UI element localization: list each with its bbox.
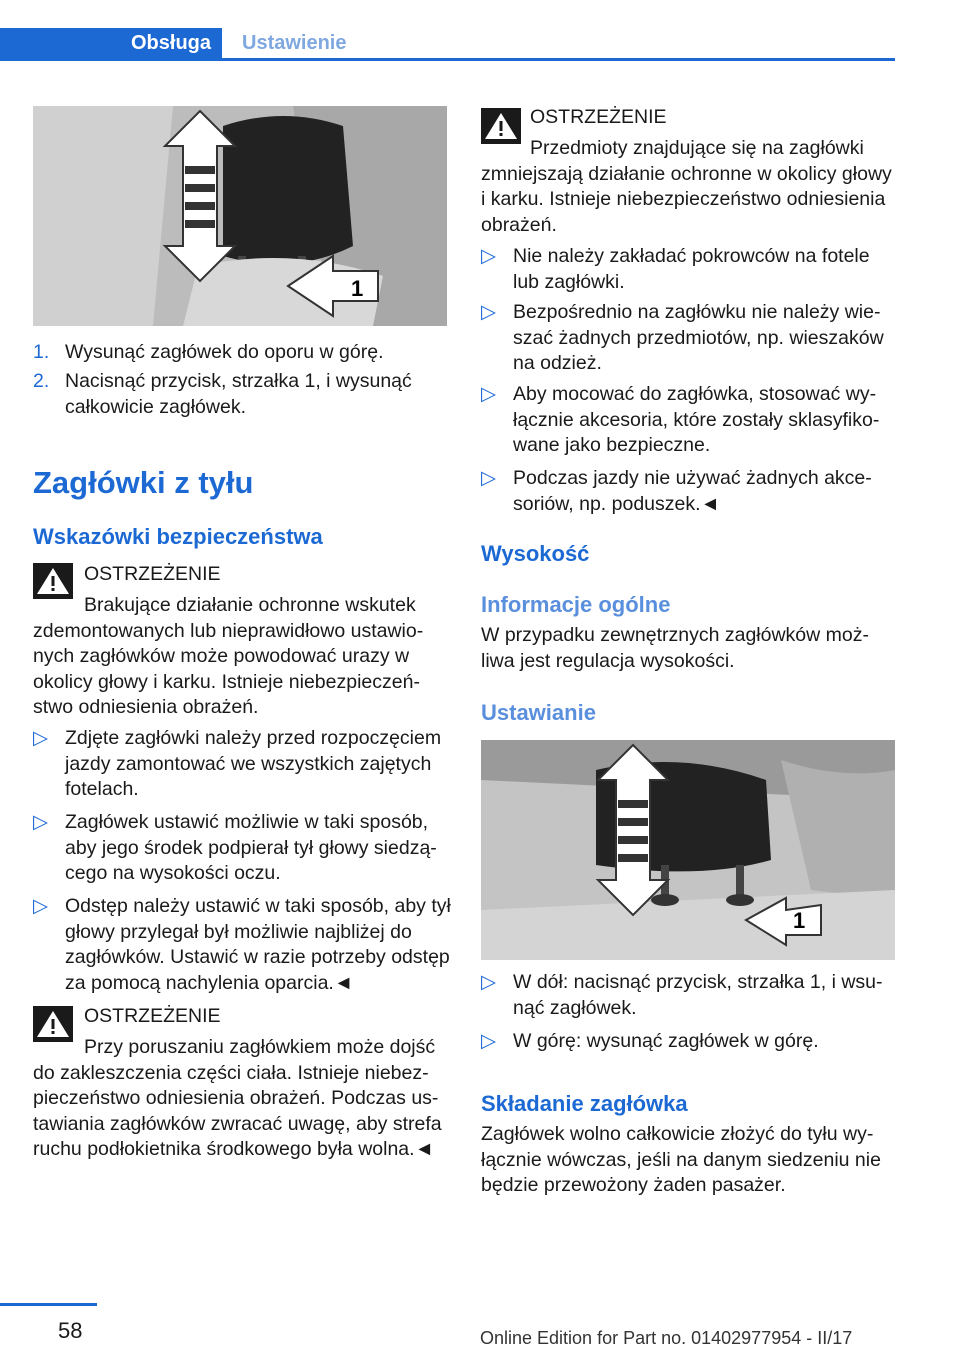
- triangle-bullet-icon: ▷: [33, 895, 48, 917]
- general-text: W przypadku zewnętrznych zagłówków możliwa jest regulacja wysokości.: [481, 624, 869, 672]
- warning-1-title: OSTRZEŻENIE: [84, 563, 221, 585]
- bullet-text: Zagłówek ustawić możliwie w taki sposób, aby jego środek podpierał tył głowy siedzącego na wysokości oczu.: [65, 811, 437, 884]
- figure-front-headrest: [33, 106, 447, 326]
- warning-2-text: [33, 1035, 453, 1163]
- tab-ustawienie[interactable]: Ustawienie: [242, 32, 347, 54]
- heading-general-info: Informacje ogólne: [481, 592, 671, 617]
- bullet-text: Nie należy zakładać pokrowców na fotele lub zagłówki.: [513, 245, 870, 293]
- warning-3-title: OSTRZEŻENIE: [530, 106, 667, 128]
- step-1-text: Wysunąć zagłówek do oporu w górę.: [65, 341, 384, 363]
- triangle-bullet-icon: ▷: [481, 971, 496, 993]
- heading-folding: Składanie zagłówka: [481, 1091, 688, 1116]
- bullet-text: Zdjęte zagłówki należy przed rozpoczęciem jazdy zamontować we wszystkich zajętych fotelach.: [65, 727, 442, 800]
- figure-rear-headrest: [481, 740, 895, 960]
- footer-rule: [0, 1303, 97, 1306]
- triangle-bullet-icon: ▷: [481, 467, 496, 489]
- fig1-arrow-label: 1: [351, 276, 364, 301]
- warning-3-text: [481, 136, 896, 238]
- triangle-bullet-icon: ▷: [33, 727, 48, 749]
- triangle-bullet-icon: ▷: [481, 245, 496, 267]
- bullet-text: Bezpośrednio na zagłówku nie należy wieszać żadnych przedmiotów, np. wieszaków na odzież.: [513, 301, 884, 374]
- heading-height: Wysokość: [481, 541, 590, 566]
- bullet-text: W górę: wysunąć zagłówek w górę.: [513, 1030, 819, 1052]
- triangle-bullet-icon: ▷: [33, 811, 48, 833]
- step-1-num: 1.: [33, 341, 50, 363]
- bullet-text: Aby mocować do zagłówka, stosować wyłącznie akcesoria, które zostały sklasyfikowane jako bezpieczne.: [513, 383, 880, 456]
- tab-obsluga-label: Obsługa: [130, 32, 211, 54]
- triangle-bullet-icon: ▷: [481, 383, 496, 405]
- heading-rear-headrests: Zagłówki z tyłu: [33, 465, 254, 500]
- warning-1-body: Brakujące działanie ochronne wskutek zdemontowanych lub nieprawidłowo ustawionych zagłówków może powodować urazy w okolicy głowy i karku. Istnieje niebezpieczeństwo odniesienia obrażeń.: [33, 594, 424, 718]
- step-2-text: Nacisnąć przycisk, strzałka 1, i wysunąć całkowicie zagłówek.: [65, 370, 412, 418]
- bullet-text: Odstęp należy ustawić w taki sposób, aby tył głowy przylegał był możliwie najbliżej do zagłówków. Ustawić w razie potrzeby odstęp za pomocą nachylenia oparcia.◄: [65, 895, 451, 994]
- page-number: 58: [58, 1318, 83, 1343]
- triangle-bullet-icon: ▷: [481, 1030, 496, 1052]
- heading-adjusting: Ustawianie: [481, 700, 596, 725]
- warning-1-text: [33, 593, 453, 721]
- warning-2-title: OSTRZEŻENIE: [84, 1005, 221, 1027]
- header-tabs: [0, 28, 895, 64]
- warning-2-body: Przy poruszaniu zagłówkiem może dojść do zakleszczenia części ciała. Istnieje niebezpieczeństwo odniesienia obrażeń. Podczas ustawiania zagłówków zwracać uwagę, aby strefa ruchu podłokietnika środkowego była wolna.◄: [33, 1036, 442, 1160]
- tab-obsluga[interactable]: [0, 28, 222, 58]
- warning-3-body: Przedmioty znajdujące się na zagłówki zmniejszają działanie ochronne w okolicy głowy i karku. Istnieje niebezpieczeństwo odniesienia obrażeń.: [481, 137, 892, 236]
- header-rule: [0, 58, 895, 61]
- bullet-text: Podczas jazdy nie używać żadnych akcesoriów, np. poduszek.◄: [513, 467, 872, 515]
- heading-safety: Wskazówki bezpieczeństwa: [33, 524, 323, 549]
- fig2-arrow-label: 1: [793, 908, 806, 933]
- footer-edition: Online Edition for Part no. 01402977954 - II/17: [480, 1328, 853, 1348]
- triangle-bullet-icon: ▷: [481, 301, 496, 323]
- fold-text: Zagłówek wolno całkowicie złożyć do tyłu wyłącznie wówczas, jeśli na danym siedzeniu nie będzie przewożony żaden pasażer.: [481, 1123, 881, 1196]
- bullet-text: W dół: nacisnąć przycisk, strzałka 1, i wsunąć zagłówek.: [513, 971, 883, 1019]
- step-2-num: 2.: [33, 370, 50, 392]
